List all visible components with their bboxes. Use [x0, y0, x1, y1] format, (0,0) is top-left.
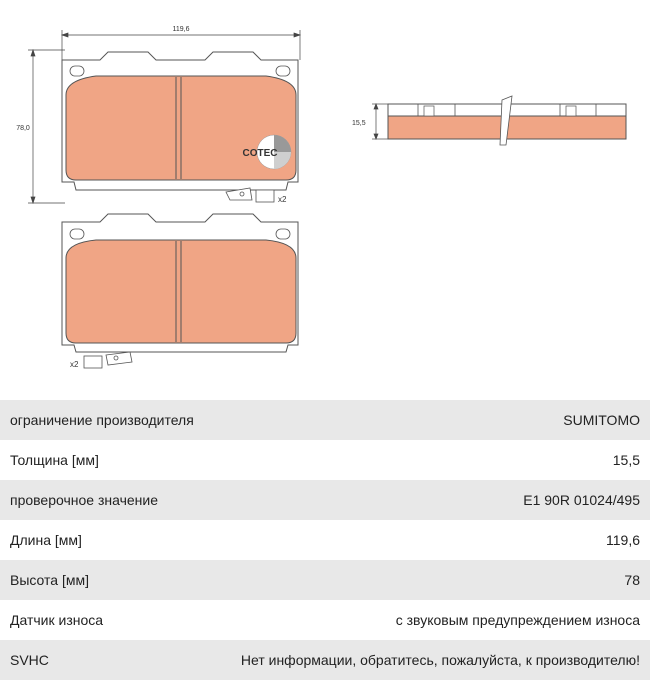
- spec-label: ограничение производителя: [10, 412, 194, 428]
- lower-pad: [62, 214, 298, 368]
- height-dimension-label: 78,0: [16, 125, 30, 132]
- width-dimension: [62, 30, 300, 60]
- spec-label: SVHC: [10, 652, 49, 668]
- spec-value: 15,5: [612, 452, 640, 468]
- spec-value: E1 90R 01024/495: [523, 492, 640, 508]
- spec-value: 119,6: [606, 532, 640, 548]
- specifications-table: [0, 400, 650, 680]
- spec-label: Толщина [мм]: [10, 452, 99, 468]
- table-row: [0, 440, 650, 480]
- table-row: [0, 560, 650, 600]
- table-row: [0, 520, 650, 560]
- table-row: [0, 480, 650, 520]
- table-row: [0, 600, 650, 640]
- table-row: [0, 400, 650, 440]
- height-dimension: [28, 50, 65, 203]
- thickness-dimension-label: 15,5: [352, 120, 366, 127]
- spec-value: Нет информации, обратитесь, пожалуйста, к производителю!: [240, 652, 640, 668]
- cotec-logo-text: COTEC: [242, 148, 278, 159]
- spec-label: Высота [мм]: [10, 572, 89, 588]
- lower-qty-label: x2: [70, 360, 79, 369]
- upper-pad: [62, 52, 298, 202]
- upper-qty-label: x2: [278, 195, 287, 204]
- spec-label: Датчик износа: [10, 612, 104, 628]
- spec-value: 78: [624, 572, 640, 588]
- spec-label: Длина [мм]: [10, 532, 82, 548]
- side-view: [372, 96, 626, 145]
- table-row: [0, 640, 650, 680]
- spec-value: с звуковым предупреждением износа: [395, 612, 640, 628]
- spec-label: проверочное значение: [10, 492, 159, 508]
- width-dimension-label: 119,6: [172, 26, 190, 33]
- spec-value: SUMITOMO: [563, 412, 640, 428]
